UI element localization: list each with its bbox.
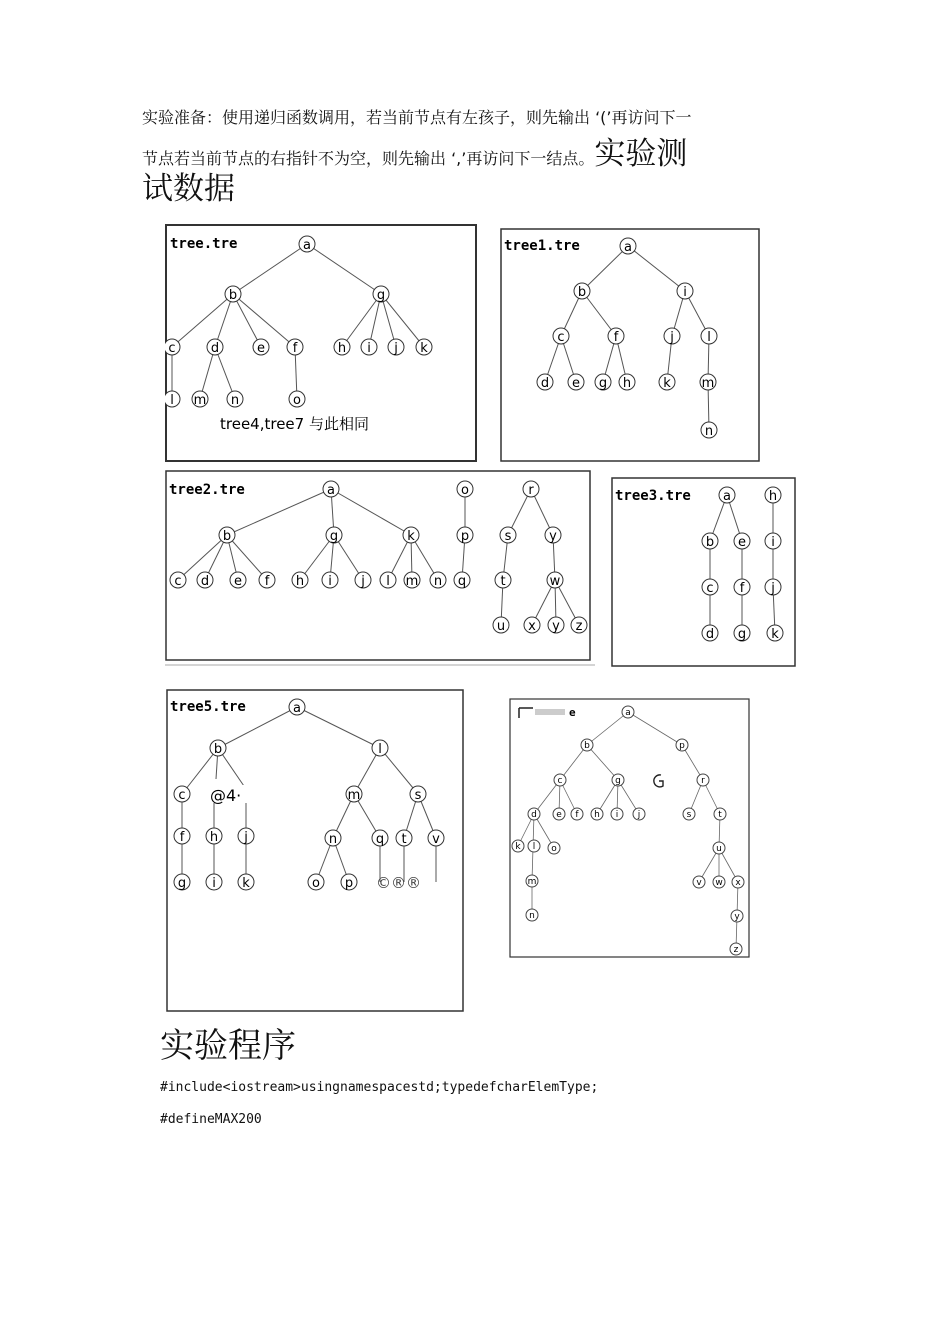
tree6-label: e <box>569 706 576 719</box>
svg-text:b: b <box>577 285 587 300</box>
intro-line-2-text: 节点若当前节点的右指针不为空，则先输出 ‘,’再访问下一结点。 <box>142 149 595 168</box>
svg-text:j: j <box>361 574 365 589</box>
svg-text:a: a <box>624 240 632 255</box>
svg-text:o: o <box>461 483 469 498</box>
svg-text:v: v <box>432 832 440 847</box>
tree3-label: tree3.tre <box>615 488 691 504</box>
svg-text:y: y <box>552 619 560 634</box>
svg-text:r: r <box>528 483 534 498</box>
svg-text:h: h <box>594 810 600 820</box>
tree1-label: tree1.tre <box>504 238 580 254</box>
svg-text:x: x <box>528 619 536 634</box>
svg-text:j: j <box>244 830 248 845</box>
svg-text:d: d <box>210 341 220 356</box>
code-line-2: #defineMAX200 <box>160 1112 262 1127</box>
svg-text:l: l <box>386 574 390 589</box>
svg-text:i: i <box>771 535 775 550</box>
svg-text:h: h <box>209 830 219 845</box>
svg-text:p: p <box>344 876 354 891</box>
svg-text:q: q <box>457 574 467 589</box>
svg-text:k: k <box>420 341 428 356</box>
tree-note: tree4,tree7 与此相同 <box>220 415 369 433</box>
svg-text:d: d <box>540 376 550 391</box>
tree2-diagram <box>165 470 595 666</box>
svg-text:k: k <box>242 876 250 891</box>
figure-tree <box>165 224 477 464</box>
svg-text:c: c <box>706 581 714 596</box>
svg-text:m: m <box>193 393 207 408</box>
svg-text:i: i <box>328 574 332 589</box>
svg-text:g: g <box>376 288 386 303</box>
svg-text:b: b <box>213 742 223 757</box>
intro-line-2 <box>142 136 688 172</box>
svg-text:v: v <box>696 878 702 888</box>
svg-text:z: z <box>733 945 739 955</box>
svg-text:s: s <box>686 810 692 820</box>
svg-text:h: h <box>622 376 632 391</box>
svg-text:m: m <box>527 877 537 887</box>
svg-text:f: f <box>179 830 185 845</box>
figure-tree5 <box>166 689 466 1015</box>
svg-text:e: e <box>738 535 746 550</box>
svg-text:n: n <box>230 393 240 408</box>
svg-text:o: o <box>312 876 320 891</box>
svg-text:a: a <box>723 489 731 504</box>
svg-text:b: b <box>584 741 590 751</box>
svg-text:a: a <box>625 708 631 718</box>
svg-text:j: j <box>771 581 775 596</box>
svg-text:b: b <box>222 529 232 544</box>
svg-text:q: q <box>375 832 385 847</box>
svg-text:f: f <box>264 574 270 589</box>
svg-text:t: t <box>718 810 722 820</box>
tree5-garbled-symbols: ©®® <box>376 874 421 892</box>
svg-text:w: w <box>549 574 561 589</box>
svg-text:l: l <box>378 742 382 757</box>
svg-text:k: k <box>407 529 415 544</box>
tree6-diagram <box>509 698 753 960</box>
svg-text:g: g <box>177 876 187 891</box>
svg-text:e: e <box>234 574 242 589</box>
svg-text:c: c <box>557 330 565 345</box>
svg-text:k: k <box>771 627 779 642</box>
svg-text:i: i <box>212 876 216 891</box>
svg-text:h: h <box>337 341 347 356</box>
svg-text:n: n <box>328 832 338 847</box>
svg-text:f: f <box>613 330 619 345</box>
svg-text:g: g <box>329 529 339 544</box>
svg-text:c: c <box>168 341 176 356</box>
svg-text:c: c <box>178 788 186 803</box>
svg-text:e: e <box>572 376 580 391</box>
svg-text:b: b <box>228 288 238 303</box>
figure-tree6 <box>509 698 753 960</box>
svg-text:e: e <box>257 341 265 356</box>
svg-text:r: r <box>701 776 705 786</box>
svg-text:g: g <box>598 376 608 391</box>
tree5-diagram <box>166 689 466 1015</box>
svg-text:z: z <box>575 619 583 634</box>
svg-text:a: a <box>303 238 311 253</box>
svg-text:j: j <box>670 330 674 345</box>
svg-text:e: e <box>556 810 562 820</box>
svg-text:k: k <box>515 842 521 852</box>
heading-test-data-part2: 试数据 <box>142 171 235 207</box>
heading-program: 实验程序 <box>160 1026 296 1066</box>
svg-text:c: c <box>557 776 563 786</box>
svg-text:i: i <box>683 285 687 300</box>
svg-text:p: p <box>679 741 685 751</box>
tree-diagram <box>165 224 477 464</box>
figure-tree3 <box>611 477 799 669</box>
svg-text:s: s <box>414 788 422 803</box>
svg-text:i: i <box>367 341 371 356</box>
svg-text:j: j <box>394 341 398 356</box>
svg-text:d: d <box>200 574 210 589</box>
svg-text:i: i <box>615 810 619 820</box>
intro-line-1: 实验准备：使用递归函数调用，若当前节点有左孩子，则先输出 ‘(’再访问下一 <box>142 108 692 127</box>
tree3-diagram <box>611 477 799 669</box>
svg-text:k: k <box>663 376 671 391</box>
svg-text:l: l <box>532 842 536 852</box>
figure-tree1 <box>500 228 762 464</box>
svg-text:g: g <box>737 627 747 642</box>
tree5-garbled-label: @4· <box>210 786 242 805</box>
svg-text:u: u <box>496 619 506 634</box>
svg-text:g: g <box>615 776 621 786</box>
svg-text:y: y <box>734 912 740 922</box>
svg-text:a: a <box>293 701 301 716</box>
svg-text:l: l <box>170 393 174 408</box>
svg-text:d: d <box>705 627 715 642</box>
svg-text:c: c <box>174 574 182 589</box>
svg-text:m: m <box>701 376 715 391</box>
svg-text:n: n <box>433 574 443 589</box>
svg-text:n: n <box>704 424 714 439</box>
svg-text:t: t <box>500 574 506 589</box>
tree5-label: tree5.tre <box>170 699 246 715</box>
svg-text:b: b <box>705 535 715 550</box>
tree2-label: tree2.tre <box>169 482 245 498</box>
svg-text:o: o <box>293 393 301 408</box>
svg-text:m: m <box>347 788 361 803</box>
svg-text:t: t <box>401 832 407 847</box>
tree-label: tree.tre <box>170 236 238 252</box>
svg-text:m: m <box>405 574 419 589</box>
svg-text:o: o <box>551 844 557 854</box>
svg-text:s: s <box>504 529 512 544</box>
svg-text:d: d <box>531 810 537 820</box>
svg-text:f: f <box>739 581 745 596</box>
svg-text:a: a <box>327 483 335 498</box>
tree1-diagram <box>500 228 762 464</box>
svg-text:h: h <box>295 574 305 589</box>
heading-test-data-part1: 实验测 <box>594 136 688 172</box>
svg-text:f: f <box>292 341 298 356</box>
svg-text:x: x <box>735 878 741 888</box>
figure-tree2 <box>165 470 595 666</box>
code-line-1: #include<iostream>usingnamespacestd;typedefcharElemType; <box>160 1080 599 1095</box>
svg-text:h: h <box>768 489 778 504</box>
svg-text:l: l <box>707 330 711 345</box>
svg-text:p: p <box>460 529 470 544</box>
svg-text:w: w <box>715 878 723 888</box>
svg-text:j: j <box>637 810 641 820</box>
svg-text:n: n <box>529 911 535 921</box>
svg-text:y: y <box>549 529 557 544</box>
svg-text:f: f <box>575 810 579 820</box>
svg-text:u: u <box>716 844 722 854</box>
